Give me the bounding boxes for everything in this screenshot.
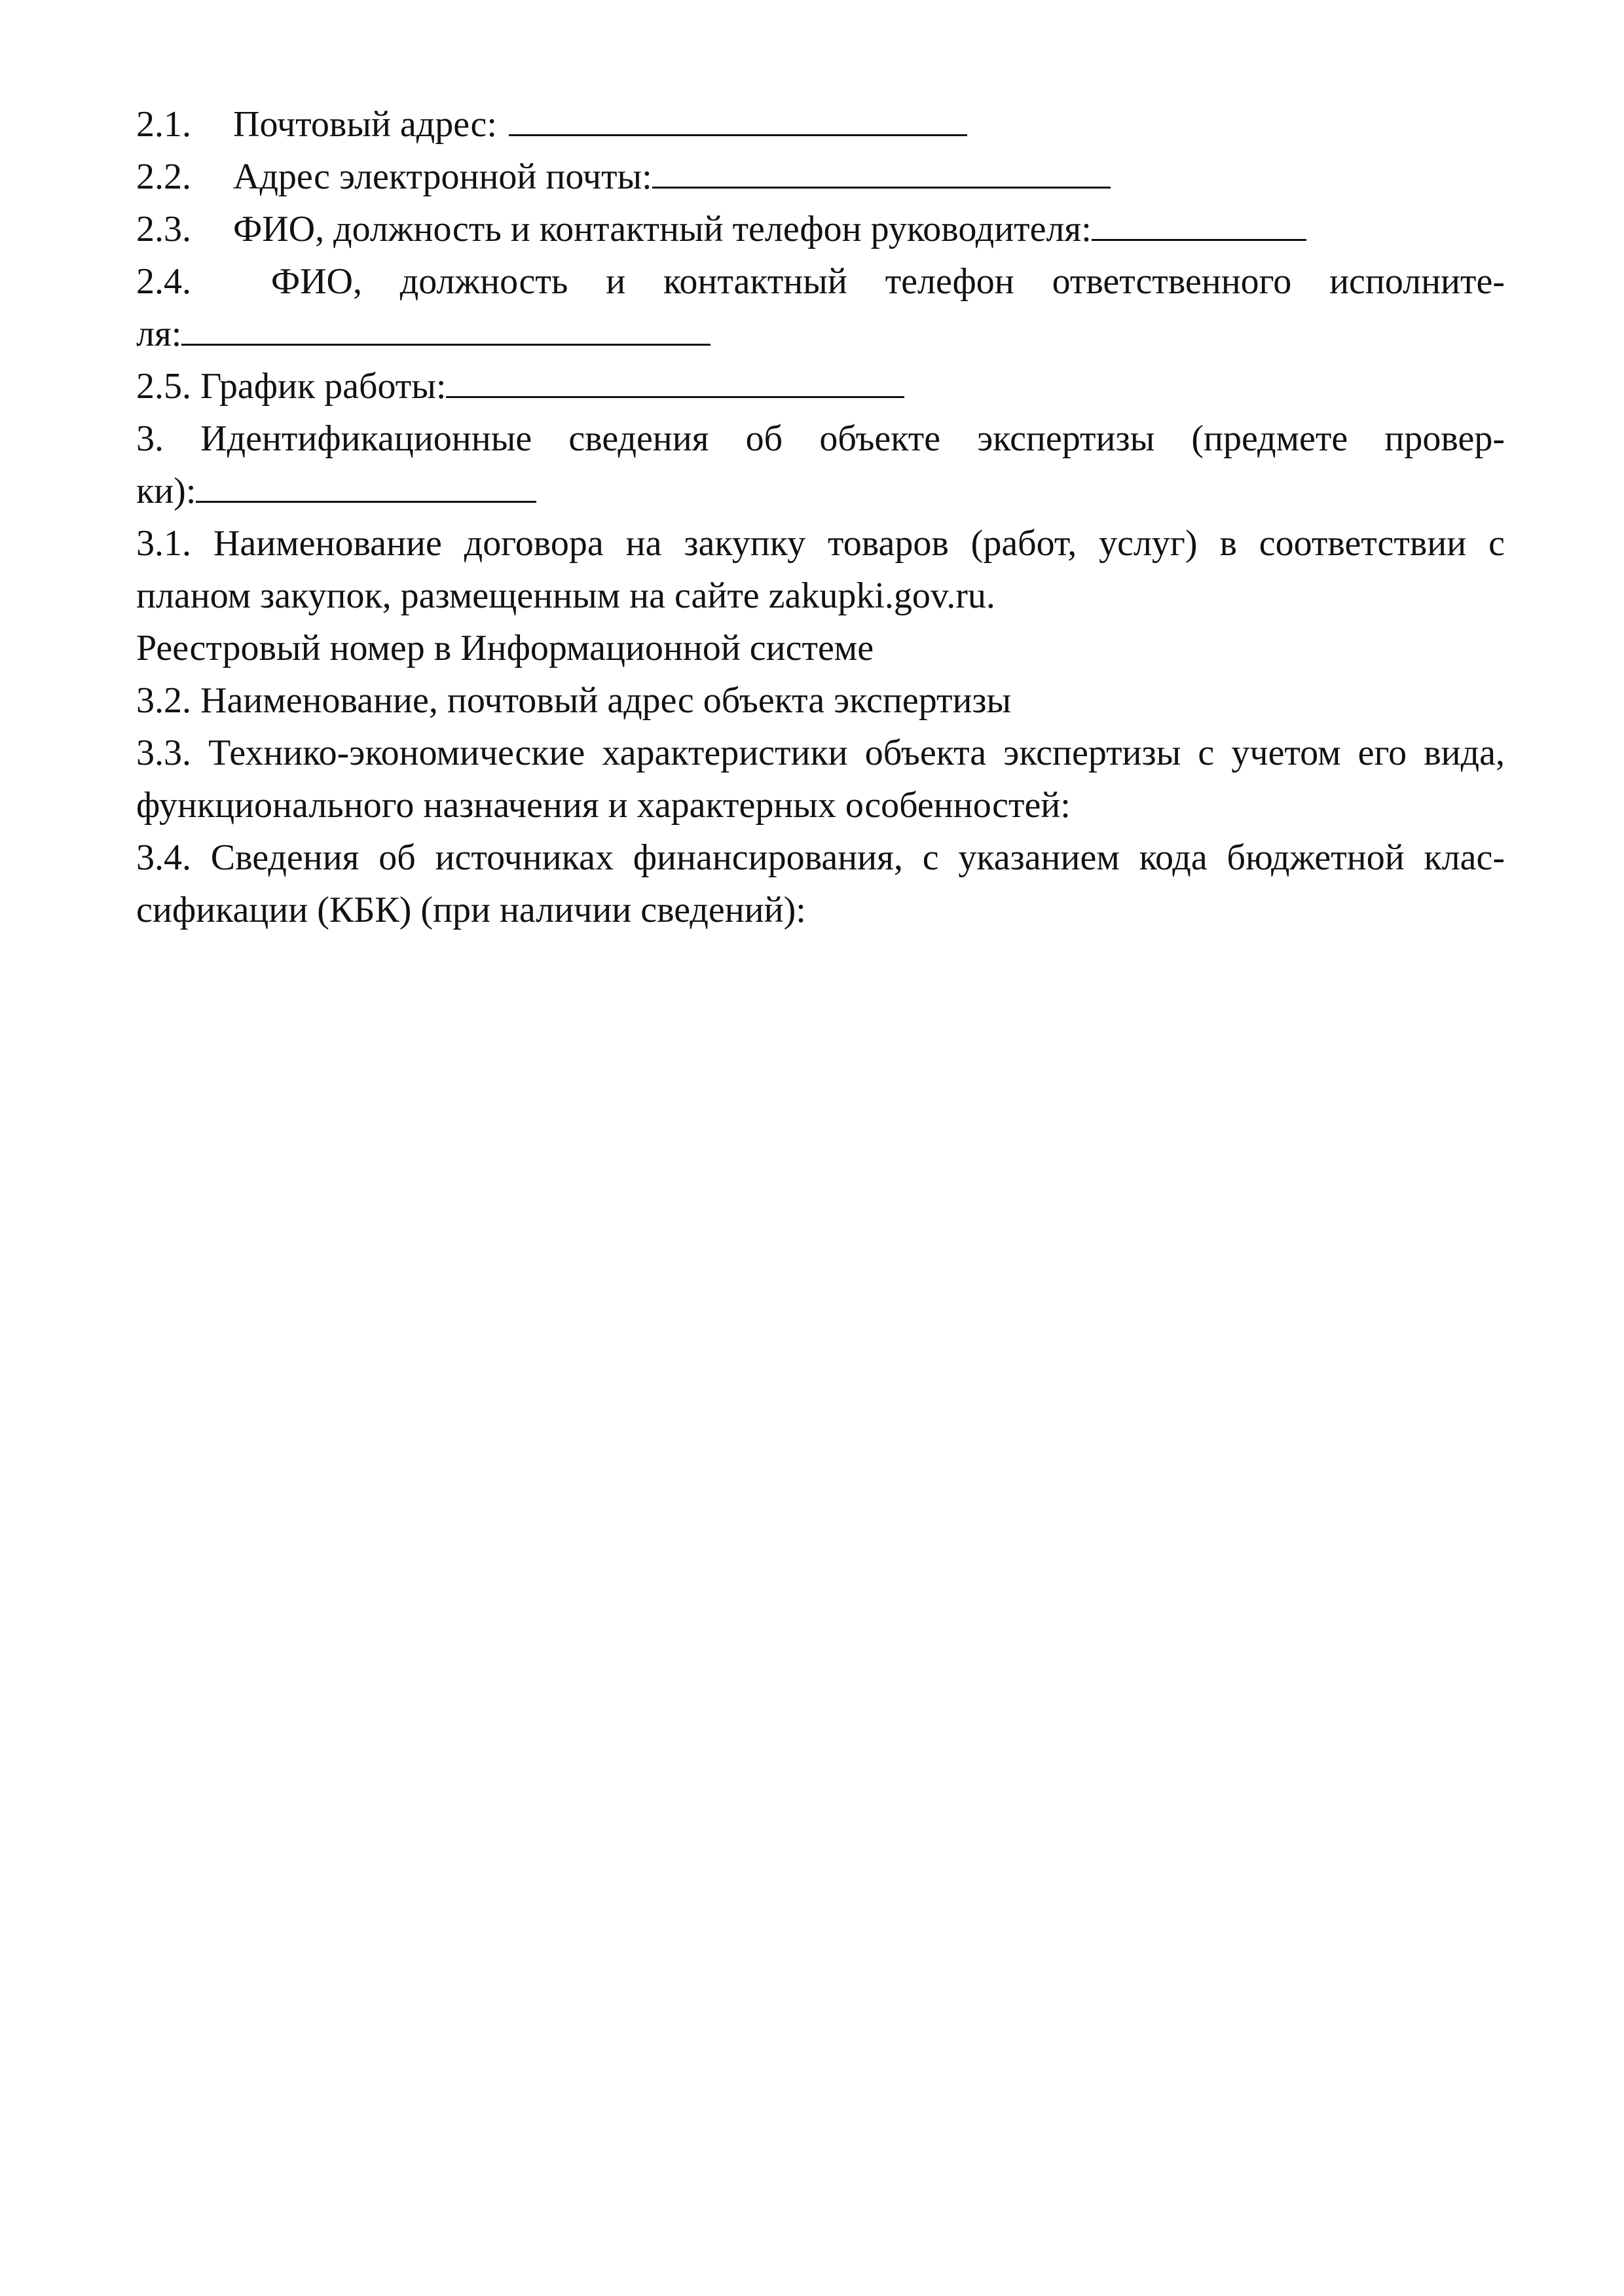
- identification-row-continued: [136, 465, 1505, 517]
- item-number: 2.3.: [136, 209, 191, 249]
- item-number: 2.2.: [136, 156, 191, 197]
- technical-characteristics-text-end: функционального назначения и характерных особенностей:: [136, 785, 1071, 826]
- postal-address-row: [136, 98, 1505, 151]
- postal-address-field[interactable]: [509, 100, 967, 136]
- technical-characteristics-text: 3.3. Технико-экономические характеристики объекта экспертизы с учетом его вида,: [136, 733, 1505, 773]
- object-name-label: 3.2. Наименование, почтовый адрес объекта экспертизы: [136, 680, 1012, 721]
- responsible-contact-row-continued: [136, 308, 1505, 360]
- object-name-row: [136, 674, 1505, 727]
- item-number: 2.4.: [136, 261, 191, 302]
- responsible-contact-field[interactable]: [181, 310, 710, 346]
- email-address-label: Адрес электронной почты:: [233, 156, 652, 197]
- head-contact-field[interactable]: [1092, 205, 1306, 241]
- financing-sources-text: 3.4. Сведения об источниках финансирования, с указанием кода бюджетной клас-: [136, 837, 1505, 878]
- financing-sources-row: [136, 831, 1505, 884]
- form-section: [136, 98, 1505, 936]
- financing-sources-row-continued: [136, 884, 1505, 936]
- responsible-contact-label: ФИО, должность и контактный телефон ответственного исполните-: [270, 261, 1505, 302]
- email-address-field[interactable]: [652, 153, 1111, 189]
- identification-field[interactable]: [196, 467, 536, 503]
- responsible-contact-row: [136, 255, 1505, 308]
- head-contact-label: ФИО, должность и контактный телефон руководителя:: [233, 209, 1092, 249]
- identification-label: 3. Идентификационные сведения об объекте экспертизы (предмете провер-: [136, 418, 1505, 459]
- financing-sources-text-end: сификации (КБК) (при наличии сведений):: [136, 890, 806, 930]
- technical-characteristics-row: [136, 727, 1505, 779]
- work-schedule-field[interactable]: [446, 362, 904, 398]
- item-number: 2.1.: [136, 104, 191, 145]
- postal-address-label: Почтовый адрес:: [233, 104, 497, 145]
- head-contact-row: [136, 203, 1505, 255]
- work-schedule-row: [136, 360, 1505, 412]
- responsible-contact-label-end: ля:: [136, 314, 182, 354]
- email-address-row: [136, 151, 1505, 203]
- registry-number-label: Реестровый номер в Информационной системе: [136, 628, 874, 668]
- work-schedule-label: 2.5. График работы:: [136, 366, 447, 407]
- contract-name-text: 3.1. Наименование договора на закупку товаров (работ, услуг) в соответствии с: [136, 523, 1505, 564]
- identification-row: [136, 412, 1505, 465]
- identification-label-end: ки):: [136, 471, 196, 511]
- technical-characteristics-row-continued: [136, 779, 1505, 831]
- contract-name-text-end: планом закупок, размещенным на сайте zakupki.gov.ru.: [136, 575, 995, 616]
- contract-name-row-continued: [136, 570, 1505, 622]
- contract-name-row: [136, 517, 1505, 570]
- registry-number-row: [136, 622, 1505, 674]
